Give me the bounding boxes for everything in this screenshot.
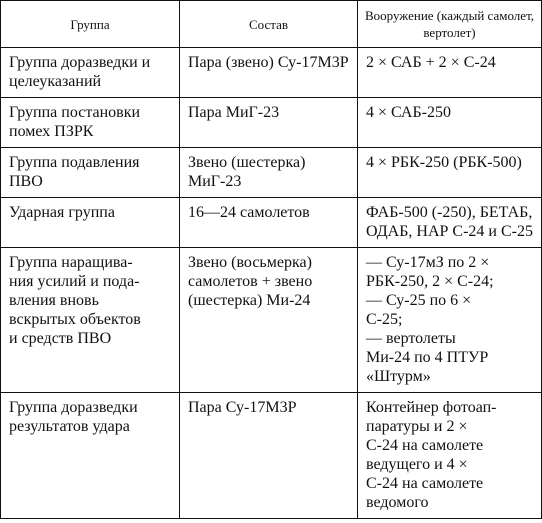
armament-cell: — Су-17мЗ по 2 × РБК-250, 2 × С-24; — Су-25 по 6 × С-25; — вертолеты Ми-24 по 4 ПТУР «Штурм» <box>358 248 542 393</box>
table-row <box>1 198 542 248</box>
composition-cell: Звено (шестерка) МиГ-23 <box>180 148 358 198</box>
armament-cell: Контейнер фотоап- паратуры и 2 × С-24 на самолете ведущего и 4 × С-24 на самолете ведомого <box>358 393 542 519</box>
group-cell: Группа доразведки результатов удара <box>1 393 180 519</box>
composition-cell: 16—24 самолетов <box>180 198 358 248</box>
armament-cell: 2 × САБ + 2 × С-24 <box>358 48 542 98</box>
table-row <box>1 98 542 148</box>
group-cell: Группа подавления ПВО <box>1 148 180 198</box>
table-header-row <box>1 1 542 48</box>
composition-cell: Пара Су-17М3Р <box>180 393 358 519</box>
table-row <box>1 148 542 198</box>
group-cell: Группа доразведки и целеуказаний <box>1 48 180 98</box>
group-cell: Группа наращива- ния усилий и пода- вления вновь вскрытых объектов и средств ПВО <box>1 248 180 393</box>
armament-cell: 4 × САБ-250 <box>358 98 542 148</box>
composition-cell: Пара МиГ-23 <box>180 98 358 148</box>
table-row <box>1 393 542 519</box>
armament-cell: 4 × РБК-250 (РБК-500) <box>358 148 542 198</box>
composition-cell: Пара (звено) Су-17М3Р <box>180 48 358 98</box>
table-row <box>1 48 542 98</box>
header-group: Группа <box>1 1 180 48</box>
armament-cell: ФАБ-500 (-250), БЕТАБ, ОДАБ, НАР С-24 и С-25 <box>358 198 542 248</box>
header-armament: Вооружение (каждый самолет, вертолет) <box>358 1 542 48</box>
header-composition: Состав <box>180 1 358 48</box>
group-cell: Ударная группа <box>1 198 180 248</box>
composition-cell: Звено (восьмерка) самолетов + звено (шестерка) Ми-24 <box>180 248 358 393</box>
group-cell: Группа постановки помех ПЗРК <box>1 98 180 148</box>
table-row <box>1 248 542 393</box>
